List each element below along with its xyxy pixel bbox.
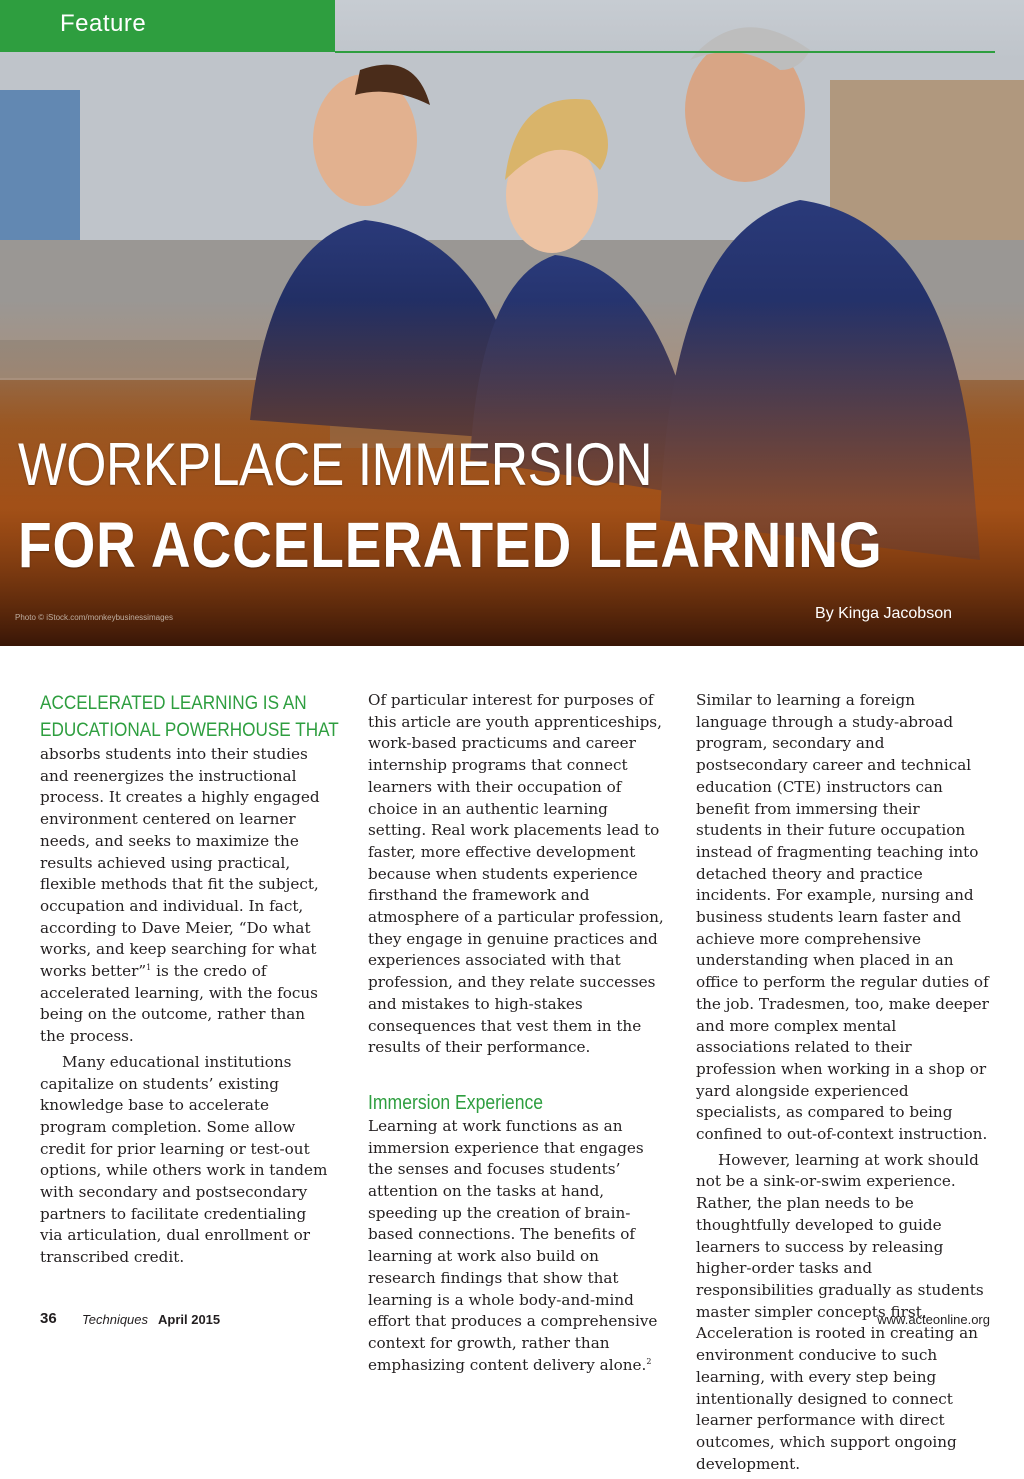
footnote-ref-1: 1: [146, 962, 152, 972]
paragraph-4: [368, 1116, 664, 1376]
hero-photo-area: [0, 0, 1024, 646]
website-url: www.acteonline.org: [877, 1312, 990, 1327]
article-column-1: [40, 690, 339, 1273]
photo-credit: Photo © iStock.com/monkeybusinessimages: [15, 613, 173, 622]
lead-heading-line2: EDUCATIONAL POWERHOUSE THAT: [40, 719, 339, 741]
header-rule: [335, 51, 995, 53]
paragraph-6: However, learning at work should not be a sink-or-swim experience. Rather, the plan needs to be thoughtfully developed to guide learners to success by releasing higher-order tasks and responsibilities gradually as students master simpler concepts first. Acceleration is rooted in creating an environment conducive to such learning, with every step being intentionally designed to connect learner performance with direct outcomes, which support ongoing development.: [696, 1150, 984, 1473]
paragraph-3-continued: Of particular interest for purposes of this article are youth apprenticeships, work-based practicums and career internship programs that connect learners with their occupation of choice in an authentic learning setting. Real work placements lead to faster, more effective development because when students experience firsthand the framework and atmosphere of a particular profession, they engage in genuine practices and experiences associated with that profession, and they relate successes and mistakes to high-stakes consequences that vest them in the results of their performance.: [368, 691, 664, 1057]
paragraph-2: Many educational institutions capitalize on students’ existing knowledge base to accelerate program completion. Some allow credit for prior learning or test-out options, while others work in tandem with secondary and postsecondary partners to facilitate credentialing via articulation, dual enrollment or transcribed credit.: [40, 1052, 328, 1267]
article-column-3: [696, 690, 990, 1479]
section-heading: Immersion Experience: [368, 1091, 544, 1114]
magazine-name: Techniques: [82, 1312, 149, 1327]
paragraph-4-text: Learning at work functions as an immersion experience that engages the senses and focuses students’ attention on the tasks at hand, speeding up the creation of brain-based connections. The benefits of learning at work also build on research findings that show that learning is a whole body-and-mind effort that produces a comprehensive context for growth, rather than emphasizing content delivery alone.: [368, 1116, 658, 1374]
paragraph-1-text: absorbs students into their studies and reenergizes the instructional process. It creates a highly engaged environment centered on learner needs, and seeks to maximize the results achieved using practical, flexible methods that fit the subject, occupation and individual. In fact, according to Dave Meier, “Do what works, and keep searching for what works better”: [40, 745, 320, 981]
section-label: Feature: [60, 10, 147, 37]
issue-date: April 2015: [158, 1312, 221, 1327]
article-column-2: [368, 690, 664, 1380]
article-title-line1: WORKPLACE IMMERSION: [18, 431, 653, 498]
paragraph-1: [40, 744, 332, 1048]
byline: By Kinga Jacobson: [815, 605, 952, 622]
feature-tab: [0, 0, 335, 52]
footnote-ref-2: 2: [646, 1356, 652, 1366]
article-title-line2: FOR ACCELERATED LEARNING: [18, 509, 883, 581]
page-number: 36: [40, 1310, 57, 1327]
paragraph-5-continued: Similar to learning a foreign language through a study-abroad program, secondary and postsecondary career and technical education (CTE) instructors can benefit from immersing their students in their future occupation instead of fragmenting teaching into detached theory and practice incidents. For example, nursing and business students learn faster and achieve more comprehensive understanding when placed in an office to perform the regular duties of the job. Tradesmen, too, make deeper and more complex mental associations related to their profession when working in a shop or yard alongside experienced specialists, as compared to being confined to out-of-context instruction.: [696, 691, 989, 1144]
lead-heading-line1: ACCELERATED LEARNING IS AN: [40, 692, 307, 714]
paragraph-1-text-continued: is the credo of accelerated learning, with the focus being on the outcome, rather than the process.: [40, 962, 318, 1046]
